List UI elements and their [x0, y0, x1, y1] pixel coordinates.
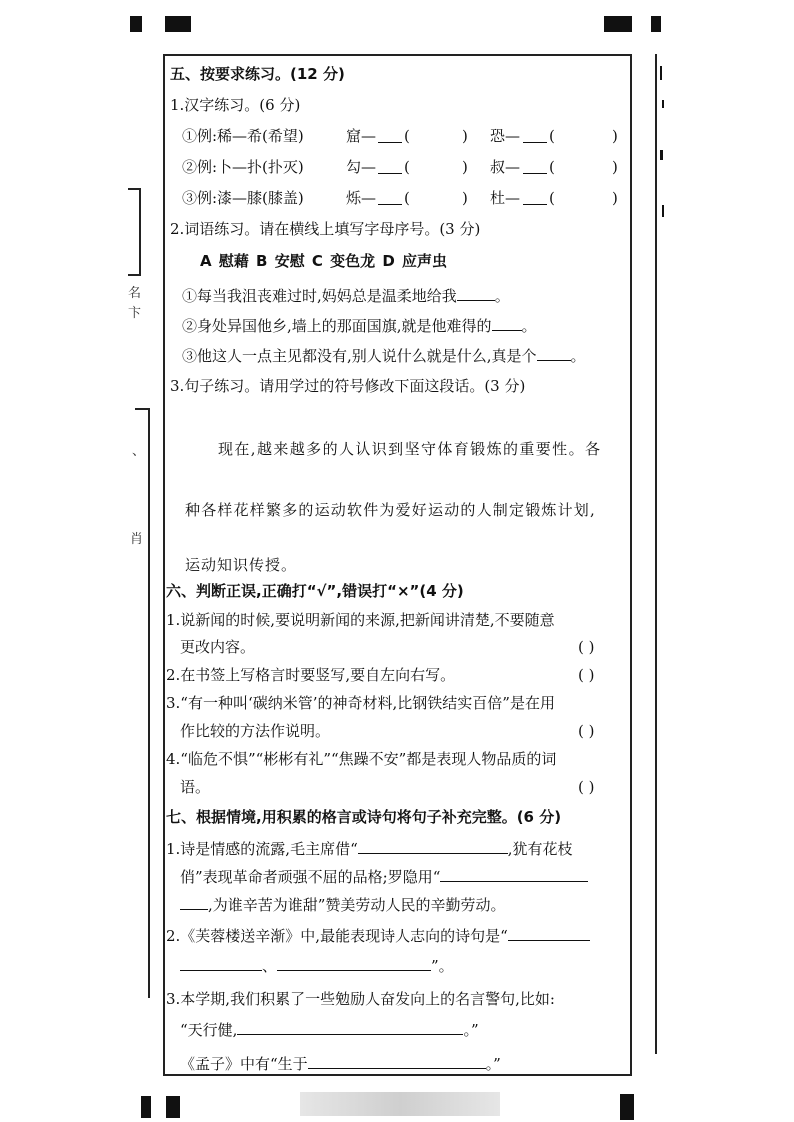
q2-s2-text: ②身处异国他乡,墙上的那面国旗,就是他难得的 [182, 317, 492, 335]
s7-q1-l1-text: 1.诗是情感的流露,毛主席借“ [166, 840, 358, 858]
section6-title: 六、判断正误,正确打“√”,错误打“×”(4 分) [166, 582, 464, 600]
section5-title: 五、按要求练习。(12 分) [170, 65, 345, 83]
q1-row2-blank1[interactable] [378, 158, 402, 174]
q2-sentence1 [182, 285, 510, 305]
blurred-footer [300, 1092, 500, 1116]
registration-mark-bottom-left-2 [166, 1096, 180, 1118]
q1-row3-example: ③例:漆—膝(膝盖) [182, 189, 304, 207]
s7-q3-l2-end: 。” [463, 1021, 479, 1039]
s7-q3-l2-text: “天行健, [180, 1021, 238, 1039]
q1-row1-paren2-open: ( [549, 127, 555, 145]
registration-mark-top-right-2 [651, 16, 661, 32]
s6-item3-answer-bracket[interactable]: ( ) [578, 722, 595, 740]
q1-row2-char2: 叔— [490, 158, 521, 176]
q1-row3-paren2-open: ( [549, 189, 555, 207]
s7-q3-l3-end: 。” [485, 1055, 501, 1073]
s7-q1-blank1[interactable] [358, 838, 508, 854]
s7-q1-line2 [180, 866, 588, 886]
registration-mark-bottom-right [620, 1094, 634, 1120]
q2-s3-end: 。 [570, 347, 586, 365]
q1-row2-paren1-close: ) [462, 158, 468, 176]
s7-q2-blank2[interactable] [180, 955, 262, 971]
s7-q3-line2 [180, 1019, 479, 1039]
s6-item3-line1: 3.“有一种叫‘碳纳米管’的神奇材料,比钢铁结实百倍”是在用 [166, 694, 555, 712]
q1-row1-paren1-close: ) [462, 127, 468, 145]
s6-item3-line2: 作比较的方法作说明。 [180, 722, 331, 740]
s6-item4-line1: 4.“临危不惧”“彬彬有礼”“焦躁不安”都是表现人物品质的词 [166, 750, 557, 768]
q1-row3-blank1[interactable] [378, 189, 402, 205]
margin-bracket-upper-top [128, 188, 140, 190]
margin-glyph-2: 卞 [128, 306, 142, 321]
registration-mark-top-left-1 [130, 16, 142, 32]
s6-item4-answer-bracket[interactable]: ( ) [578, 778, 595, 796]
q1-row1-char1: 窟— [346, 127, 377, 145]
q3-title: 3.句子练习。请用学过的符号修改下面这段话。(3 分) [170, 377, 526, 395]
s7-q3-line1: 3.本学期,我们积累了一些勉励人奋发向上的名言警句,比如: [166, 990, 555, 1008]
q1-row1-blank1[interactable] [378, 127, 402, 143]
margin-bracket-upper-bottom [128, 274, 140, 276]
q1-row2-paren2-close: ) [612, 158, 618, 176]
s6-item1-line2: 更改内容。 [180, 638, 256, 656]
q2-s1-text: ①每当我沮丧难过时,妈妈总是温柔地给我 [182, 287, 457, 305]
q1-row2-paren1-open: ( [404, 158, 410, 176]
s7-q2-blank3[interactable] [277, 955, 431, 971]
registration-mark-top-right-1 [604, 16, 632, 32]
q1-row1-paren2-close: ) [612, 127, 618, 145]
q2-sentence3 [182, 345, 586, 365]
q1-row3-paren2-close: ) [612, 189, 618, 207]
s7-q1-line3 [180, 894, 505, 914]
right-column-fragment-2 [662, 100, 664, 108]
margin-glyph-4: 肖 [130, 532, 144, 547]
s7-q2-line2 [180, 955, 454, 975]
s7-q1-blank2[interactable] [440, 866, 588, 882]
s7-q3-blank1[interactable] [237, 1019, 463, 1035]
q3-paragraph-line3: 运动知识传授。 [185, 556, 298, 574]
q1-row2-example: ②例:卜—扑(扑灭) [182, 158, 304, 176]
q1-row3-paren1-close: ) [462, 189, 468, 207]
s6-item4-line2: 语。 [180, 778, 211, 796]
s7-q2-l1-text: 2.《芙蓉楼送辛渐》中,最能表现诗人志向的诗句是“ [166, 927, 508, 945]
s6-item1-answer-bracket[interactable]: ( ) [578, 638, 595, 656]
s7-q2-line1 [166, 925, 590, 945]
q1-row1-paren1-open: ( [404, 127, 410, 145]
s7-q3-l3-text: 《孟子》中有“生于 [180, 1055, 308, 1073]
right-column-fragment-4 [662, 205, 664, 217]
right-column-fragment-1 [660, 66, 662, 80]
q2-s3-blank[interactable] [537, 345, 571, 361]
margin-bracket-lower [148, 408, 150, 998]
s7-q1-l3-text: ,为谁辛苦为谁甜”赞美劳动人民的辛勤劳动。 [208, 896, 506, 914]
q2-options: A 慰藉 B 安慰 C 变色龙 D 应声虫 [200, 252, 448, 270]
s6-item2-line1: 2.在书签上写格言时要竖写,要自左向右写。 [166, 666, 456, 684]
s7-q2-blank1[interactable] [508, 925, 590, 941]
s7-q1-blank3[interactable] [180, 894, 208, 910]
q1-title: 1.汉字练习。(6 分) [170, 96, 301, 114]
registration-mark-bottom-left-1 [141, 1096, 151, 1118]
q2-sentence2 [182, 315, 537, 335]
s7-q1-line1 [166, 838, 573, 858]
right-column-fragment-3 [660, 150, 663, 160]
s7-q1-l2-text: 俏”表现革命者顽强不屈的品格;罗隐用“ [180, 868, 441, 886]
q2-s2-blank[interactable] [492, 315, 522, 331]
margin-glyph-3: 、 [132, 444, 146, 459]
q1-row2-char1: 勾— [346, 158, 377, 176]
q2-s3-text: ③他这人一点主见都没有,别人说什么就是什么,真是个 [182, 347, 537, 365]
q1-row1-blank2[interactable] [523, 127, 547, 143]
s7-q2-sep: 、 [262, 957, 278, 975]
margin-glyph-1: 名 [128, 286, 142, 301]
q2-title: 2.词语练习。请在横线上填写字母序号。(3 分) [170, 220, 481, 238]
s7-q2-end: ”。 [431, 957, 454, 975]
s7-q3-line3 [180, 1053, 501, 1073]
registration-mark-top-left-2 [165, 16, 191, 32]
margin-bracket-lower-top [135, 408, 149, 410]
s6-item2-answer-bracket[interactable]: ( ) [578, 666, 595, 684]
s6-item1-line1: 1.说新闻的时候,要说明新闻的来源,把新闻讲清楚,不要随意 [166, 611, 555, 629]
q3-paragraph-line2: 种各样花样繁多的运动软件为爱好运动的人制定锻炼计划, [185, 501, 596, 519]
q1-row1-char2: 恐— [490, 127, 521, 145]
s7-q1-l1-end: ,犹有花枝 [507, 840, 573, 858]
q2-s1-end: 。 [494, 287, 510, 305]
q1-row2-blank2[interactable] [523, 158, 547, 174]
q2-s2-end: 。 [521, 317, 537, 335]
right-column-edge [655, 54, 657, 1054]
section7-title: 七、根据情境,用积累的格言或诗句将句子补充完整。(6 分) [166, 808, 562, 826]
q1-row3-paren1-open: ( [404, 189, 410, 207]
q2-s1-blank[interactable] [457, 285, 495, 301]
q1-row1-example: ①例:稀—希(希望) [182, 127, 304, 145]
q1-row3-char2: 杜— [490, 189, 521, 207]
margin-bracket-upper [139, 188, 141, 276]
q3-paragraph-line1: 现在,越来越多的人认识到坚守体育锻炼的重要性。各 [218, 440, 602, 458]
q1-row3-char1: 烁— [346, 189, 377, 207]
q1-row2-paren2-open: ( [549, 158, 555, 176]
q1-row3-blank2[interactable] [523, 189, 547, 205]
s7-q3-blank2[interactable] [308, 1053, 486, 1069]
